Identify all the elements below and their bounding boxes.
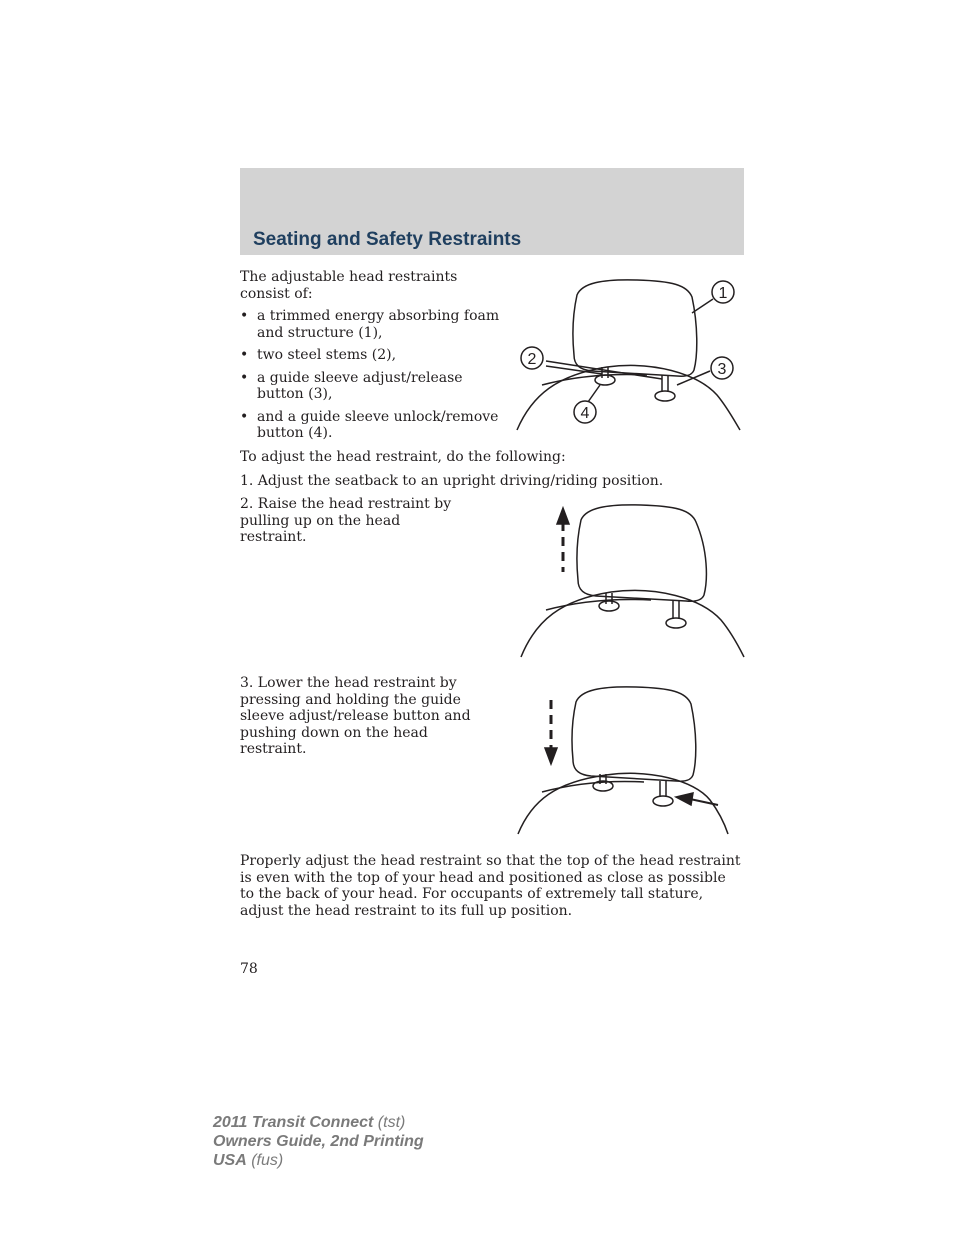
head-restraint-foam xyxy=(573,280,697,376)
bullet-text: two steel stems (2), xyxy=(257,347,397,363)
page-number: 78 xyxy=(240,961,258,977)
callout-label: 1 xyxy=(718,285,728,302)
guide-sleeve-unlock-button xyxy=(595,375,615,385)
components-list xyxy=(240,308,500,448)
bullet-icon: • xyxy=(240,347,249,363)
seatback-outline xyxy=(518,773,728,834)
section-title: Seating and Safety Restraints xyxy=(253,229,522,250)
closing-paragraph: Properly adjust the head restraint so that the top of the head restraint is even with the top of your head and positioned as close as possible to the back of your head. For occupants of extremely tall stature, adjust the head restraint to its full up position. xyxy=(240,853,741,919)
footer-edition: Owners Guide, 2nd Printing xyxy=(213,1133,424,1150)
guide-sleeve-adjust-button xyxy=(653,796,673,806)
step-3: 3. Lower the head restraint by pressing and holding the guide sleeve adjust/release button and pushing down on the head restraint. xyxy=(240,675,471,757)
intro-text: The adjustable head restraints consist of: xyxy=(240,269,458,302)
head-restraint-foam xyxy=(572,687,696,781)
guide-sleeve-adjust-button xyxy=(666,618,686,628)
list-item xyxy=(240,308,500,341)
bullet-text: and a guide sleeve unlock/remove button (4). xyxy=(257,408,499,441)
callout-leader xyxy=(546,361,662,379)
bullet-icon: • xyxy=(240,408,249,425)
raise-head-restraint-figure xyxy=(516,500,748,660)
footer-model-code: (tst) xyxy=(373,1114,406,1131)
bullet-text: a trimmed energy absorbing foam and structure (1), xyxy=(257,308,500,341)
footer-market: USA xyxy=(213,1152,247,1169)
bullet-icon: • xyxy=(240,369,249,386)
list-item xyxy=(240,409,500,442)
down-arrow-head-icon xyxy=(545,748,557,764)
footer-model: 2011 Transit Connect xyxy=(213,1114,374,1131)
footer-line-2 xyxy=(213,1132,424,1151)
footer-market-code: (fus) xyxy=(246,1152,284,1169)
press-button-arrow-icon xyxy=(690,799,718,805)
step-2: 2. Raise the head restraint by pulling up on the head restraint. xyxy=(240,496,452,545)
instructions-intro: To adjust the head restraint, do the following: xyxy=(240,449,566,465)
callout-label: 2 xyxy=(527,351,537,368)
head-restraint-foam xyxy=(577,505,706,601)
footer-line-3 xyxy=(213,1151,424,1170)
step-1: 1. Adjust the seatback to an upright driving/riding position. xyxy=(240,473,664,489)
callout-leader xyxy=(692,299,713,313)
bullet-text: a guide sleeve adjust/release button (3), xyxy=(257,369,463,402)
callout-label: 4 xyxy=(580,405,590,422)
list-item xyxy=(240,370,500,403)
bullet-icon: • xyxy=(240,308,249,324)
press-button-arrowhead-icon xyxy=(676,793,693,805)
up-arrow-head-icon xyxy=(557,508,569,524)
callout-leader xyxy=(588,385,600,402)
list-item xyxy=(240,347,500,364)
callout-label: 3 xyxy=(717,361,727,378)
footer-line-1 xyxy=(213,1113,424,1132)
head-restraint-components-figure xyxy=(512,275,744,433)
lower-head-restraint-figure xyxy=(514,682,746,842)
guide-sleeve-adjust-button xyxy=(655,391,675,401)
seatback-outline xyxy=(521,590,744,657)
section-header-band xyxy=(240,168,744,255)
footer xyxy=(213,1113,424,1170)
guide-sleeve-unlock-button xyxy=(599,601,619,611)
